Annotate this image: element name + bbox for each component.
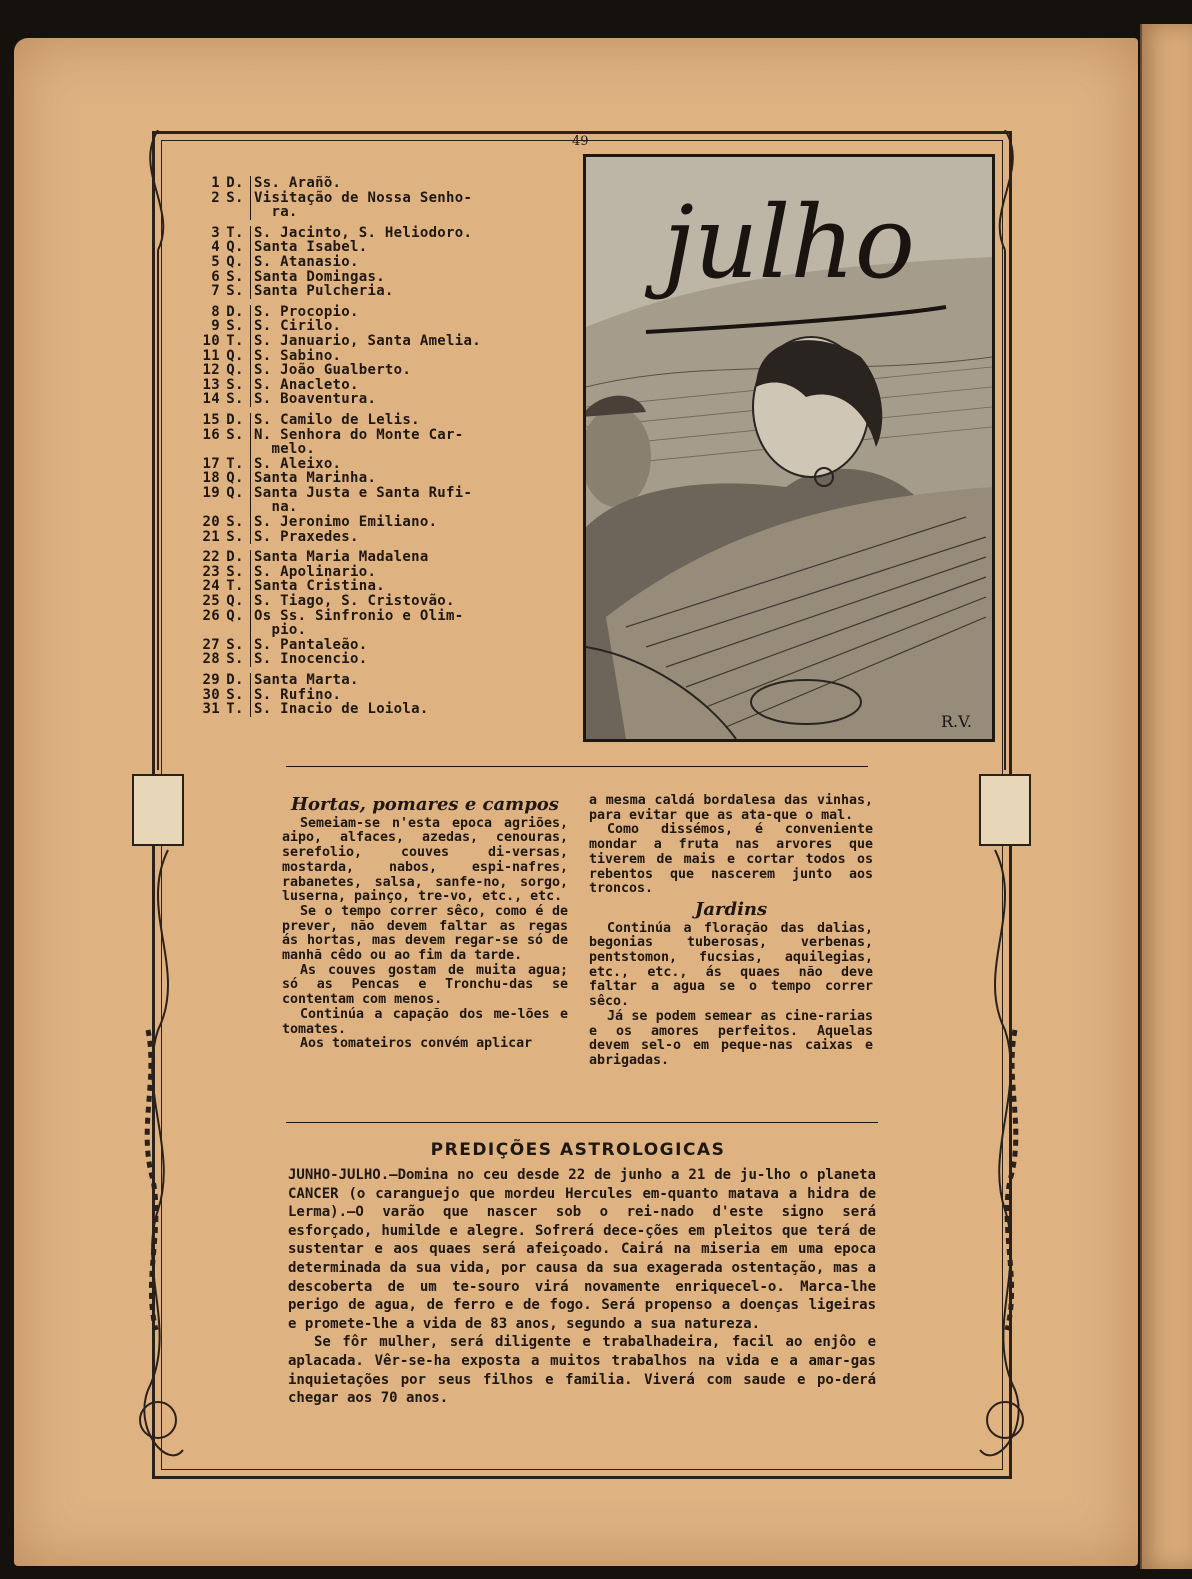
calendar-saint: Santa Pulcheria. (250, 284, 556, 299)
calendar-saint: Santa Marta. (250, 673, 556, 688)
calendar-saint: S. Boaventura. (250, 392, 556, 407)
hortas-title: Hortas, pomares e campos (291, 794, 559, 815)
calendar-saint: Santa Domingas. (250, 270, 556, 285)
julho-illustration (583, 154, 995, 742)
month-title: julho (662, 184, 916, 301)
paragraph: Semeiam-se n'esta epoca agriões, aipo, alfaces, azedas, cenouras, serefolio, couves di-versas, mostarda, nabos, espi-nafres, rabanetes, salsa, sanfe-no, sorgo, luserna, painço, tre-vo, etc., etc. (282, 815, 568, 905)
calendar-weekday: T. (226, 455, 244, 472)
calendar-weekday: S. (226, 514, 244, 531)
calendar-row (196, 284, 556, 299)
calendar-weekday: Q. (226, 239, 244, 256)
calendar-row (196, 457, 556, 472)
calendar-row (196, 176, 556, 191)
calendar-day-number: 25 (202, 593, 220, 610)
calendar-day-number: 3 (211, 224, 220, 241)
calendar-weekday: Q. (226, 607, 244, 624)
calendar-saint: S. Apolinario. (250, 565, 556, 580)
calendar-weekday: S. (226, 268, 244, 285)
calendar-saint: Santa Cristina. (250, 579, 556, 594)
calendar-weekday: D. (226, 411, 244, 428)
calendar-row (196, 609, 556, 638)
illustration-signature: R.V. (941, 712, 972, 731)
paragraph: Se fôr mulher, será diligente e trabalhadeira, facil ao enjôo e aplacada. Vêr-se-ha exposta a muitos trabalhos na vida e a amar-gas inquietações por seus filhos e familia. Viverá com saude e po-derá chegar aos 70 anos. (288, 1334, 876, 1407)
calendar-weekday: T. (226, 578, 244, 595)
paragraph: Se o tempo correr sêco, como é de prever, não devem faltar as regas ás hortas, mas devem regar-se só de manhã cêdo ou ao fim da tarde. (282, 903, 568, 964)
calendar-weekday: Q. (226, 484, 244, 501)
calendar-saint: S. João Gualberto. (250, 363, 556, 378)
calendar-row (196, 471, 556, 486)
calendar-saint: S. Inacio de Loiola. (250, 702, 556, 717)
calendar-weekday: S. (226, 651, 244, 668)
calendar-saint: S. Camilo de Lelis. (250, 413, 556, 428)
calendar-saint: Ss. Arañ̃o. (250, 176, 556, 191)
paragraph: Já se podem semear as cine-rarias e os amores perfeitos. Aquelas devem sel-o em peque-nas caixas e abrigadas. (589, 1008, 873, 1068)
calendar-weekday: D. (226, 549, 244, 566)
calendar-row (196, 191, 556, 220)
calendar-day-number: 19 (202, 484, 220, 501)
calendar-row (196, 579, 556, 594)
paragraph: Continúa a capação dos me-lões e tomates. (282, 1006, 568, 1037)
calendar-saint: Santa Maria Madalena (250, 550, 556, 565)
calendar-weekday: D. (226, 303, 244, 320)
calendar-row (196, 688, 556, 703)
calendar-row (196, 349, 556, 364)
calendar-saint: S. Pantaleão. (250, 638, 556, 653)
calendar-day-number: 17 (202, 455, 220, 472)
calendar-day-number: 18 (202, 470, 220, 487)
calendar-day-number: 21 (202, 528, 220, 545)
calendar-weekday: T. (226, 224, 244, 241)
calendar-day-number: 31 (202, 701, 220, 718)
calendar-saint: Santa Marinha. (250, 471, 556, 486)
left-floral-border-ornament (128, 130, 188, 1480)
calendar-weekday: S. (226, 318, 244, 335)
calendar-saint: S. Aleixo. (250, 457, 556, 472)
calendar-row (196, 392, 556, 407)
calendar-row (196, 565, 556, 580)
calendar-day-number: 16 (202, 426, 220, 443)
calendar-weekday: D. (226, 672, 244, 688)
calendar-saint: S. Jacinto, S. Heliodoro. (250, 226, 556, 241)
calendar-row (196, 305, 556, 320)
calendar-day-number: 4 (211, 239, 220, 256)
facing-page-edge (1140, 24, 1192, 1569)
calendar-row (196, 428, 556, 457)
calendar-saint: S. Januario, Santa Amelia. (250, 334, 556, 349)
calendar-weekday: S. (226, 686, 244, 703)
calendar-saint: S. Anacleto. (250, 378, 556, 393)
calendar-row (196, 673, 556, 688)
calendar-saint: N. Senhora do Monte Car- melo. (250, 428, 556, 457)
calendar-saint: Os Ss. Sinfronio e Olim- pio. (250, 609, 556, 638)
calendar-day-number: 5 (211, 253, 220, 270)
jardins-title: Jardins (694, 898, 768, 920)
calendar-day-number: 28 (202, 651, 220, 668)
calendar-weekday: Q. (226, 347, 244, 364)
calendar-day-number: 2 (211, 189, 220, 206)
calendar-weekday: Q. (226, 593, 244, 610)
calendar-row (196, 413, 556, 428)
calendar-saint: Santa Isabel. (250, 240, 556, 255)
calendar-day-number: 24 (202, 578, 220, 595)
calendar-day-number: 7 (211, 283, 220, 300)
calendar-day-number: 14 (202, 391, 220, 408)
continuation-column (589, 794, 873, 1069)
paragraph: Aos tomateiros convém aplicar (300, 1036, 533, 1052)
calendar-saint: S. Cirilo. (250, 319, 556, 334)
calendar-row (196, 226, 556, 241)
calendar-row (196, 515, 556, 530)
calendar-weekday: S. (226, 563, 244, 580)
calendar-day-number: 20 (202, 514, 220, 531)
calendar-weekday: T. (226, 701, 244, 718)
calendar-day-number: 11 (202, 347, 220, 364)
calendar-weekday: T. (226, 332, 244, 349)
calendar-day-number: 23 (202, 563, 220, 580)
calendar-saint: Santa Justa e Santa Rufi- na. (250, 486, 556, 515)
calendar-saint: S. Atanasio. (250, 255, 556, 270)
calendar-row (196, 378, 556, 393)
saints-calendar (196, 176, 556, 717)
calendar-row (196, 638, 556, 653)
calendar-saint: S. Procopio. (250, 305, 556, 320)
paragraph: JUNHO-JULHO.—Domina no ceu desde 22 de junho a 21 de ju-lho o planeta CANCER (o caranguejo que mordeu Hercules em-quanto matava a hidra de Lerma).—O varão que nascer sob o rei-nado d'este signo será esforçado, humilde e alegre. Sofrerá dece-ções em pleitos que terá de sustentar e aos quaes será afeiçoado. Cairá na miseria em uma epoca determinada da sua vida, por causa da sua exagerada ostentação, mas a descoberta de um te-souro virá novamente enriquecel-o. Marca-lhe perigo de agua, de ferro e de fogo. Será propenso a doenças ligeiras e promete-lhe a vida de 83 anos, segundo a sua natureza. (288, 1167, 876, 1332)
calendar-day-number: 9 (211, 318, 220, 335)
calendar-weekday: S. (226, 426, 244, 443)
calendar-row (196, 486, 556, 515)
paragraph: As couves gostam de muita agua; só as Pencas e Tronchu-das se contentam com menos. (282, 962, 568, 1008)
calendar-row (196, 594, 556, 609)
calendar-day-number: 6 (211, 268, 220, 285)
calendar-saint: Visitação de Nossa Senho- ra. (250, 191, 556, 220)
calendar-day-number: 27 (202, 636, 220, 653)
calendar-row (196, 550, 556, 565)
calendar-day-number: 13 (202, 376, 220, 393)
calendar-day-number: 10 (202, 332, 220, 349)
calendar-weekday: D. (226, 175, 244, 191)
calendar-day-number: 1 (211, 175, 220, 191)
divider-rule (286, 766, 868, 767)
calendar-saint: S. Jeronimo Emiliano. (250, 515, 556, 530)
calendar-row (196, 319, 556, 334)
calendar-weekday: S. (226, 636, 244, 653)
calendar-row (196, 363, 556, 378)
calendar-saint: S. Rufino. (250, 688, 556, 703)
calendar-day-number: 12 (202, 362, 220, 379)
predicoes-title: PREDIÇÕES ASTROLOGICAS (430, 1140, 726, 1160)
predicoes-text (288, 1166, 876, 1408)
calendar-saint: S. Tiago, S. Cristovão. (250, 594, 556, 609)
calendar-weekday: S. (226, 189, 244, 206)
calendar-day-number: 15 (202, 411, 220, 428)
calendar-day-number: 8 (211, 303, 220, 320)
paragraph: Como dissémos, é conveniente mondar a fruta nas arvores que tiverem de mais e cortar todos os rebentos que nascerem junto aos troncos. (589, 822, 873, 897)
calendar-row (196, 530, 556, 545)
hortas-continuation: a mesma caldá bordalesa das vinhas, para evitar que as ata-que o mal. (589, 793, 873, 823)
calendar-weekday: Q. (226, 470, 244, 487)
calendar-day-number: 22 (202, 549, 220, 566)
calendar-day-number: 26 (202, 607, 220, 624)
calendar-row (196, 334, 556, 349)
page-mark: 49 (572, 134, 589, 149)
divider-rule-2 (286, 1122, 878, 1123)
calendar-row (196, 702, 556, 717)
calendar-weekday: Q. (226, 362, 244, 379)
calendar-day-number: 29 (202, 672, 220, 688)
calendar-row (196, 255, 556, 270)
calendar-weekday: S. (226, 391, 244, 408)
hortas-column (282, 796, 568, 1052)
calendar-weekday: S. (226, 283, 244, 300)
calendar-weekday: Q. (226, 253, 244, 270)
calendar-day-number: 30 (202, 686, 220, 703)
calendar-weekday: S. (226, 528, 244, 545)
calendar-saint: S. Sabino. (250, 349, 556, 364)
paragraph: Continúa a floração das dalias, begonias tuberosas, verbenas, pentstomon, fucsias, aquilegias, etc., etc., ás quaes não deve faltar a agua se o tempo correr sêco. (589, 920, 873, 1010)
calendar-row (196, 240, 556, 255)
calendar-row (196, 270, 556, 285)
calendar-saint: S. Inocencio. (250, 652, 556, 667)
calendar-row (196, 652, 556, 667)
calendar-weekday: S. (226, 376, 244, 393)
calendar-saint: S. Praxedes. (250, 530, 556, 545)
